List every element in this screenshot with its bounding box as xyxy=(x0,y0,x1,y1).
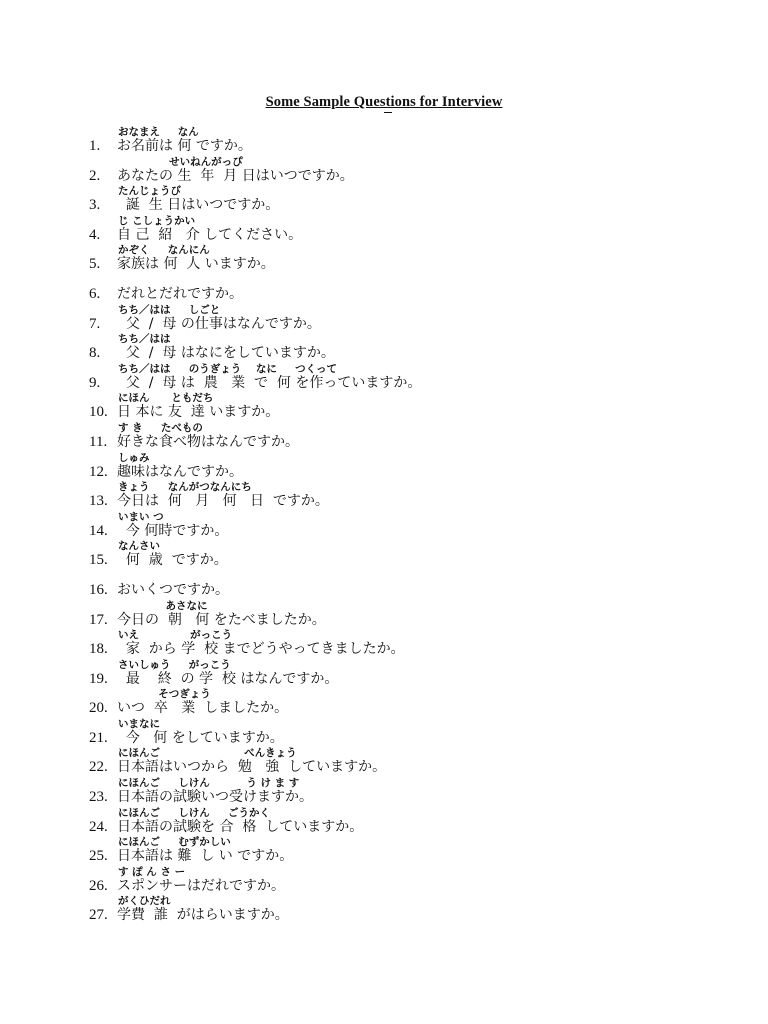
question-number: 9. xyxy=(89,374,101,391)
question-furigana: にほんご しけん ごうかく xyxy=(118,806,271,819)
question-number: 7. xyxy=(89,315,101,332)
question-number: 3. xyxy=(89,197,101,214)
question-item xyxy=(0,452,768,482)
question-item xyxy=(0,570,768,600)
question-item xyxy=(0,304,768,334)
question-furigana: せいねんがっぴ xyxy=(118,155,243,168)
question-item xyxy=(0,185,768,215)
question-furigana: じ こしょうかい xyxy=(118,214,196,227)
question-item xyxy=(0,688,768,718)
question-text: 学費 誰 がはらいますか。 xyxy=(117,907,289,924)
question-number: 5. xyxy=(89,256,101,273)
question-number: 4. xyxy=(89,226,101,243)
question-item xyxy=(0,363,768,393)
question-item xyxy=(0,777,768,807)
question-item xyxy=(0,215,768,245)
question-furigana: にほんご べんきょう xyxy=(118,747,297,760)
question-text: 何 歳 ですか。 xyxy=(117,552,228,569)
question-number: 27. xyxy=(89,907,108,924)
question-furigana: いまい つ xyxy=(118,510,164,523)
question-number: 12. xyxy=(89,463,108,480)
question-item xyxy=(0,659,768,689)
question-text: 家族は 何 人 いますか。 xyxy=(117,256,275,273)
question-number: 17. xyxy=(89,611,108,628)
document-title: Some Sample Questions for Interview xyxy=(265,94,503,110)
question-item xyxy=(0,866,768,896)
question-text: 日本語の試験を 合 格 していますか。 xyxy=(117,818,364,835)
question-furigana: ちち／はは xyxy=(118,333,171,346)
question-furigana: にほんご しけん う け ま す xyxy=(118,777,300,790)
question-item xyxy=(0,422,768,452)
question-text: 父 / 母 の仕事はなんですか。 xyxy=(117,315,321,332)
question-item xyxy=(0,156,768,186)
question-text: いつ 卒 業 しましたか。 xyxy=(117,700,289,717)
question-furigana: す ぽ ん さ ー xyxy=(118,865,186,878)
question-text: 家 から 学 校 までどうやってきましたか。 xyxy=(117,641,405,658)
question-item xyxy=(0,600,768,630)
question-list xyxy=(0,126,768,925)
question-number: 1. xyxy=(89,138,101,154)
question-text: 誕 生 日はいつですか。 xyxy=(117,197,280,214)
question-furigana: がくひだれ xyxy=(118,895,171,908)
question-text: おいくつですか。 xyxy=(117,581,229,598)
question-item xyxy=(0,126,768,156)
question-furigana: ちち／はは のうぎょう なに つくって xyxy=(118,362,337,375)
question-furigana: たんじょうび xyxy=(118,185,181,198)
question-text: お名前は 何 ですか。 xyxy=(117,138,252,154)
question-furigana: なんさい xyxy=(118,540,160,553)
question-text: 日本語は 難 し い ですか。 xyxy=(117,848,294,865)
question-text: 趣味はなんですか。 xyxy=(117,463,243,480)
question-number: 24. xyxy=(89,818,108,835)
question-item xyxy=(0,511,768,541)
question-number: 2. xyxy=(89,167,101,184)
question-number: 13. xyxy=(89,493,108,510)
question-number: 15. xyxy=(89,552,108,569)
question-text: 父 / 母 はなにをしていますか。 xyxy=(117,345,335,362)
question-text: 今 何時ですか。 xyxy=(117,522,229,539)
question-item xyxy=(0,747,768,777)
question-item xyxy=(0,540,768,570)
question-number: 26. xyxy=(89,877,108,894)
question-item xyxy=(0,895,768,925)
question-number: 22. xyxy=(89,759,108,776)
question-item xyxy=(0,274,768,304)
question-text: 最 終 の 学 校 はなんですか。 xyxy=(117,670,339,687)
question-number: 18. xyxy=(89,641,108,658)
question-furigana: そつぎょう xyxy=(118,688,211,701)
question-number: 6. xyxy=(89,285,101,302)
question-furigana: にほんご むずかしい xyxy=(118,836,231,849)
question-text: 日本語の試験いつ受けますか。 xyxy=(117,789,313,806)
question-number: 14. xyxy=(89,522,108,539)
question-furigana: しゅみ xyxy=(118,451,150,464)
question-text: 自 己 紹 介 してください。 xyxy=(117,226,303,243)
question-text: 好きな食べ物はなんですか。 xyxy=(117,433,299,450)
question-number: 11. xyxy=(89,433,108,450)
question-number: 19. xyxy=(89,670,108,687)
question-text: 日 本に 友 達 いますか。 xyxy=(117,404,280,421)
question-number: 23. xyxy=(89,789,108,806)
question-furigana: ちち／はは しごと xyxy=(118,303,221,316)
question-item xyxy=(0,836,768,866)
question-furigana: あさなに xyxy=(118,599,208,612)
question-item xyxy=(0,718,768,748)
question-item xyxy=(0,807,768,837)
title-dash xyxy=(384,112,392,113)
question-item xyxy=(0,481,768,511)
question-furigana: かぞく なんにん xyxy=(118,244,210,257)
question-furigana: す き たべもの xyxy=(118,421,203,434)
question-text: 今 何 をしていますか。 xyxy=(117,729,284,746)
question-item xyxy=(0,333,768,363)
question-number: 16. xyxy=(89,581,108,598)
question-item xyxy=(0,629,768,659)
question-number: 21. xyxy=(89,729,108,746)
question-text: あなたの 生 年 月 日はいつですか。 xyxy=(117,167,354,184)
question-number: 20. xyxy=(89,700,108,717)
question-text: 今日の 朝 何 をたべましたか。 xyxy=(117,611,326,628)
question-furigana: にほん ともだち xyxy=(118,392,214,405)
question-number: 25. xyxy=(89,848,108,865)
question-number: 10. xyxy=(89,404,108,421)
question-text: だれとだれですか。 xyxy=(117,285,243,302)
question-number: 8. xyxy=(89,345,101,362)
question-text: スポンサーはだれですか。 xyxy=(117,877,285,894)
question-text: 父 / 母 は 農 業 で 何 を作っていますか。 xyxy=(117,374,422,391)
question-furigana: さいしゅう がっこう xyxy=(118,658,231,671)
question-furigana: いえ がっこう xyxy=(118,629,233,642)
question-item xyxy=(0,244,768,274)
question-furigana: いまなに xyxy=(118,717,160,730)
question-furigana: きょう なんがつなんにち xyxy=(118,481,252,494)
question-text: 日本語はいつから 勉 強 していますか。 xyxy=(117,759,387,776)
question-furigana: おなまえ なん xyxy=(118,126,199,138)
question-text: 今日は 何 月 何 日 ですか。 xyxy=(117,493,329,510)
question-item xyxy=(0,392,768,422)
